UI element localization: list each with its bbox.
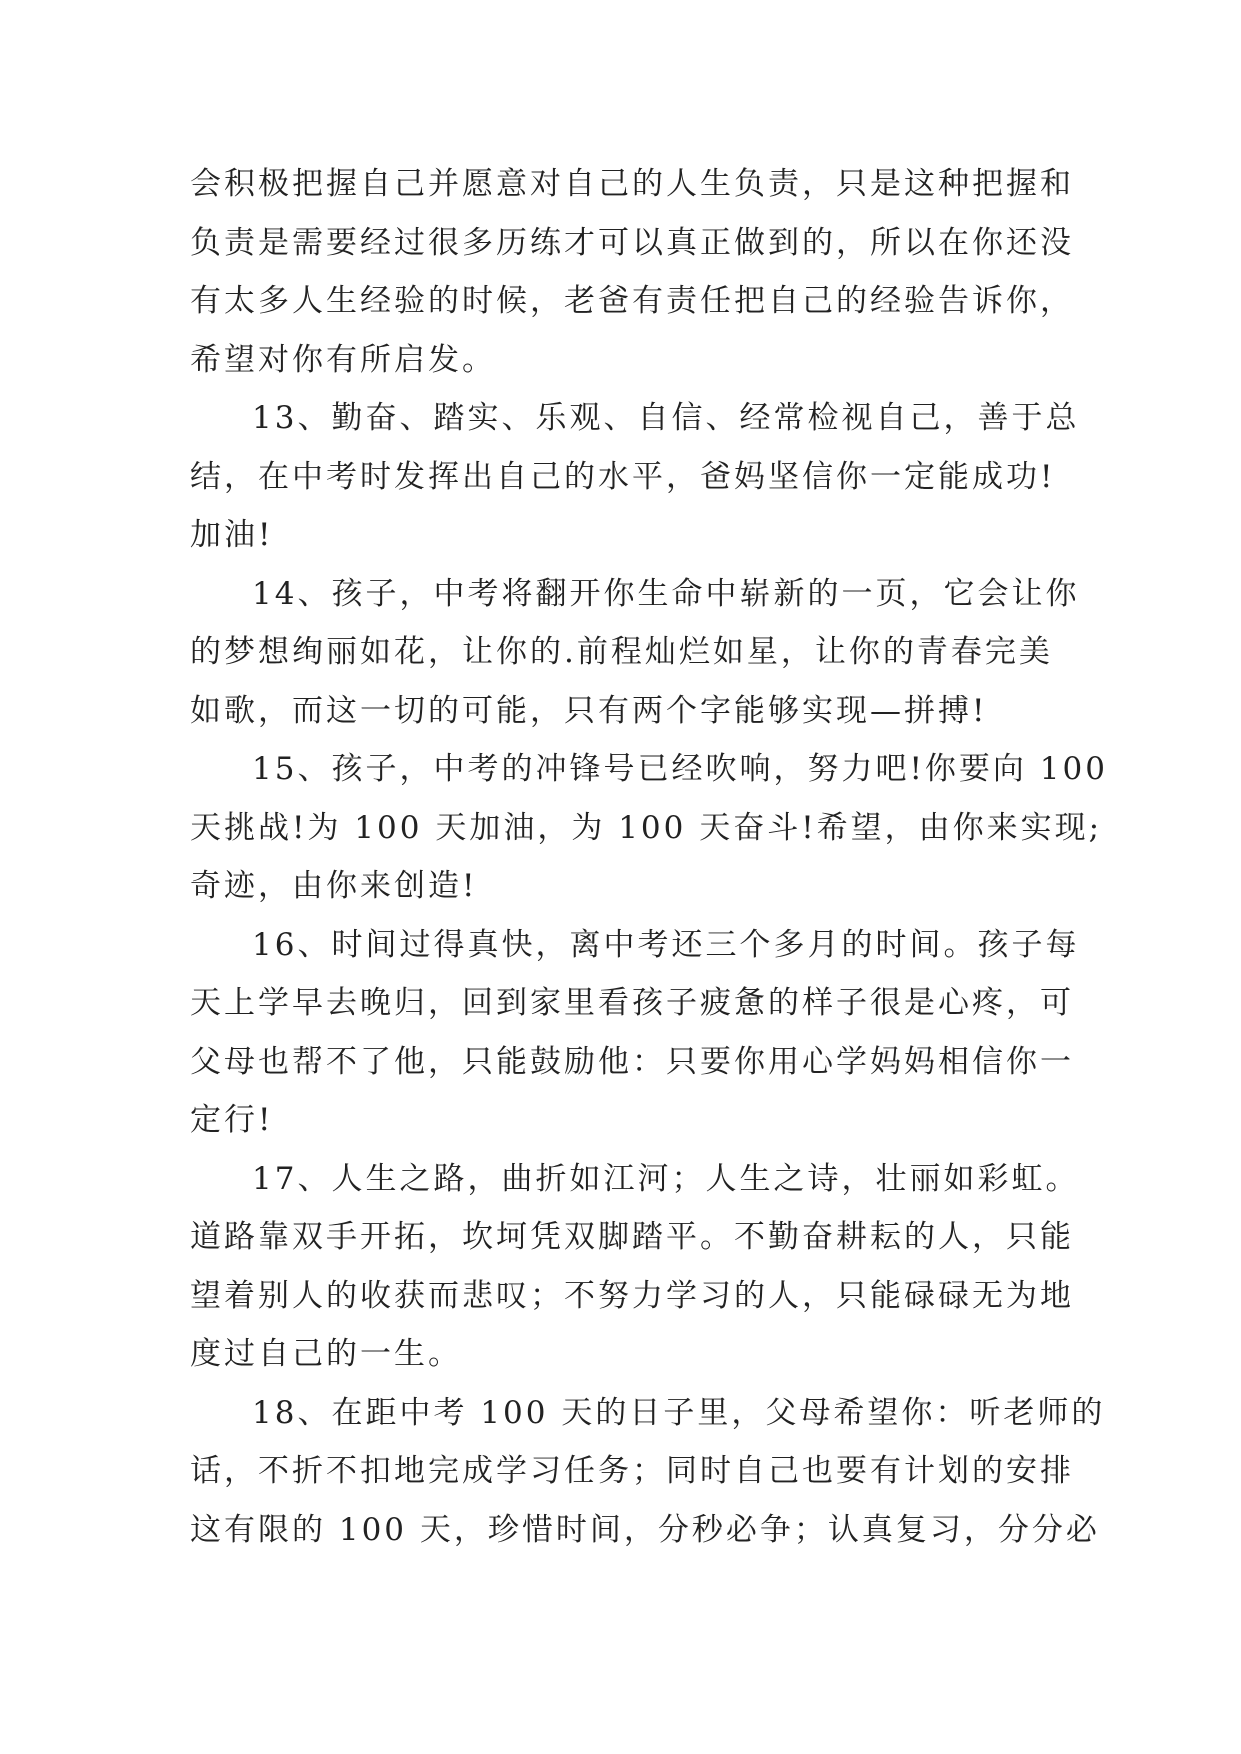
text-line: 天挑战!为 100 天加油，为 100 天奋斗!希望，由你来实现;: [190, 809, 1103, 846]
text-line: 负责是需要经过很多历练才可以真正做到的，所以在你还没: [190, 224, 1074, 261]
text-line: 18、在距中考 100 天的日子里，父母希望你：听老师的: [252, 1394, 1106, 1431]
text-line: 道路靠双手开拓，坎坷凭双脚踏平。不勤奋耕耘的人，只能: [190, 1219, 1074, 1255]
paragraph-15: [190, 740, 1108, 916]
text-line: 父母也帮不了他，只能鼓励他：只要你用心学妈妈相信你一: [190, 1043, 1074, 1080]
document-body: [190, 155, 1108, 1559]
text-line: 话，不折不扣地完成学习任务；同时自己也要有计划的安排: [190, 1453, 1074, 1489]
text-line: 15、孩子，中考的冲锋号已经吹响，努力吧!你要向 100: [252, 751, 1108, 787]
text-line: 加油!: [190, 517, 274, 553]
text-line: 13、勤奋、踏实、乐观、自信、经常检视自己，善于总: [252, 400, 1080, 436]
text-line: 这有限的 100 天，珍惜时间，分秒必争；认真复习，分分必: [190, 1511, 1100, 1548]
paragraph-16: [190, 916, 1080, 1150]
paragraph-14: [190, 565, 1080, 741]
text-line: 会积极把握自己并愿意对自己的人生负责，只是这种把握和: [190, 166, 1074, 202]
text-line: 的梦想绚丽如花，让你的.前程灿烂如星，让你的青春完美: [190, 634, 1053, 670]
text-line: 天上学早去晚归，回到家里看孩子疲惫的样子很是心疼，可: [190, 985, 1074, 1021]
text-line: 如歌，而这一切的可能，只有两个字能够实现—拼搏!: [190, 692, 988, 729]
text-line: 度过自己的一生。: [190, 1336, 462, 1372]
paragraph-18: [190, 1384, 1106, 1560]
text-line: 结，在中考时发挥出自己的水平，爸妈坚信你一定能成功!: [190, 458, 1056, 495]
text-line: 14、孩子，中考将翻开你生命中崭新的一页，它会让你: [252, 575, 1080, 612]
text-line: 定行!: [190, 1102, 274, 1138]
text-line: 17、人生之路，曲折如江河；人生之诗，壮丽如彩虹。: [252, 1160, 1080, 1197]
text-line: 希望对你有所启发。: [190, 341, 496, 378]
paragraph-17: [190, 1150, 1080, 1384]
text-line: 奇迹，由你来创造!: [190, 868, 478, 904]
text-line: 望着别人的收获而悲叹；不努力学习的人，只能碌碌无为地: [190, 1277, 1074, 1314]
text-line: 有太多人生经验的时候，老爸有责任把自己的经验告诉你，: [190, 283, 1074, 319]
paragraph-13: [190, 389, 1080, 565]
text-line: 16、时间过得真快，离中考还三个多月的时间。孩子每: [252, 926, 1080, 963]
paragraph-continuation: [190, 155, 1074, 389]
